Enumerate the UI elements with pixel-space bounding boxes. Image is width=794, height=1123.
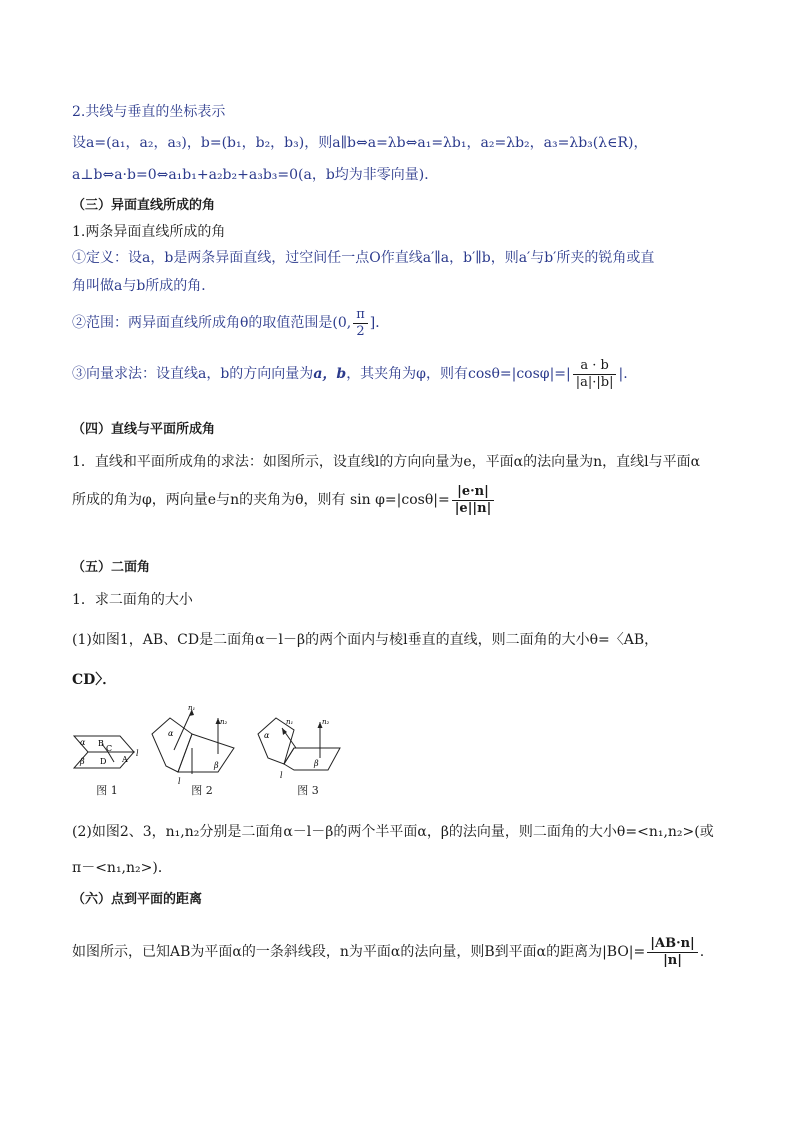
- distance-denominator: |n|: [663, 952, 682, 968]
- svg-text:l: l: [280, 771, 283, 780]
- svg-text:β: β: [214, 761, 219, 770]
- svg-text:β: β: [314, 759, 319, 768]
- section3-heading: （三）异面直线所成的角: [72, 198, 216, 213]
- section4-heading: （四）直线与平面所成角: [72, 422, 216, 437]
- dihedral-method2-line2: π－<n₁,n₂>)．: [72, 860, 172, 876]
- section5-subtitle: 1．求二面角的大小: [72, 592, 193, 608]
- coord-parallel-condition: 设a=(a₁，a₂，a₃)，b=(b₁，b₂，b₃)，则a∥b⇔a=λb⇔a₁=λb₁，a₂=λb₂，a₃=λb₃(λ∈R)，: [72, 135, 648, 151]
- svg-text:l: l: [178, 777, 181, 786]
- coord-perpendicular-condition: a⊥b⇔a·b=0⇔a₁b₁+a₂b₂+a₃b₃=0(a，b均为非零向量)．: [72, 167, 439, 183]
- svg-text:α: α: [80, 738, 86, 747]
- sin-denominator: |e||n|: [454, 500, 492, 516]
- range-suffix: ]．: [369, 315, 390, 331]
- line-plane-angle-line1: 1．直线和平面所成角的求法：如图所示，设直线l的方向向量为e，平面α的法向量为n，直线l与平面α: [72, 454, 701, 470]
- dihedral-method2-line1: (2)如图2、3，n₁,n₂分别是二面角α－l－β的两个半平面α，β的法向量，则二面角的大小θ=<n₁,n₂>(或: [72, 824, 714, 840]
- figure-1-diagram: [72, 704, 142, 784]
- dihedral-method1-line1: (1)如图1，AB、CD是二面角α－l－β的两个面内与棱l垂直的直线，则二面角的大小θ=〈AB，: [72, 632, 659, 648]
- svg-text:D: D: [100, 757, 107, 766]
- svg-text:n₂: n₂: [322, 718, 330, 726]
- section5-heading: （五）二面角: [72, 560, 151, 575]
- cos-numerator: a · b: [573, 358, 617, 375]
- line-plane-prefix: 所成的角为φ，两向量e与n的夹角为θ，则有 sin φ=|cosθ|=: [72, 492, 450, 508]
- section6-heading: （六）点到平面的距离: [72, 892, 203, 907]
- distance-prefix: 如图所示，已知AB为平面α的一条斜线段，n为平面α的法向量，则B到平面α的距离为|BO|=: [72, 944, 646, 960]
- figure-1-label: 图 1: [96, 784, 118, 797]
- distance-suffix: .: [699, 944, 705, 960]
- skew-angle-vector-method: [72, 354, 628, 394]
- cos-formula-fraction: [573, 358, 617, 391]
- figure-2: [148, 704, 240, 797]
- skew-angle-definition-line1: ①定义：设a，b是两条异面直线，过空间任一点O作直线a′∥a，b′∥b，则a′与b′所夹的锐角或直: [72, 250, 655, 266]
- svg-text:n₁: n₁: [286, 718, 294, 726]
- sin-numerator: |e·n|: [452, 484, 495, 501]
- skew-angle-definition-line2: 角叫做a与b所成的角．: [72, 278, 216, 294]
- cos-denominator: |a|·|b|: [575, 374, 614, 390]
- figure-1: [72, 704, 142, 797]
- svg-text:α: α: [264, 731, 270, 740]
- vector-method-mid: ，其夹角为φ，则有cosθ=|cosφ|=|: [346, 366, 571, 382]
- range-numerator: π: [353, 307, 368, 324]
- figure-3: [254, 704, 346, 797]
- dihedral-method1-line2: CD〉．: [72, 672, 117, 688]
- distance-formula-fraction: [647, 936, 698, 969]
- point-plane-distance: [72, 932, 704, 972]
- figure-3-diagram: [254, 704, 346, 790]
- svg-text:l: l: [136, 749, 139, 758]
- svg-text:α: α: [168, 729, 174, 738]
- sin-formula-fraction: [452, 484, 495, 517]
- vector-method-suffix: |.: [618, 366, 628, 382]
- svg-text:n₁: n₁: [188, 704, 196, 712]
- coord-title: 2.共线与垂直的坐标表示: [72, 104, 226, 120]
- svg-text:A: A: [122, 755, 128, 764]
- range-prefix: ②范围：两异面直线所成角θ的取值范围是(0,: [72, 315, 352, 331]
- svg-text:β: β: [80, 757, 85, 766]
- svg-text:n₂: n₂: [220, 718, 228, 726]
- figure-2-diagram: [148, 704, 240, 790]
- svg-text:C: C: [106, 744, 113, 753]
- distance-numerator: |AB·n|: [647, 936, 698, 953]
- range-denominator: 2: [356, 323, 365, 339]
- svg-text:B: B: [98, 739, 104, 748]
- figure-2-label: 图 2: [191, 784, 213, 797]
- vector-method-ab: a，b: [313, 366, 347, 382]
- skew-angle-range: [72, 306, 389, 340]
- figure-3-label: 图 3: [297, 784, 319, 797]
- section3-subtitle: 1.两条异面直线所成的角: [72, 224, 226, 240]
- vector-method-prefix: ③向量求法：设直线a，b的方向向量为: [72, 366, 314, 382]
- pi-over-2-fraction: [353, 307, 368, 340]
- line-plane-angle-line2: [72, 482, 496, 518]
